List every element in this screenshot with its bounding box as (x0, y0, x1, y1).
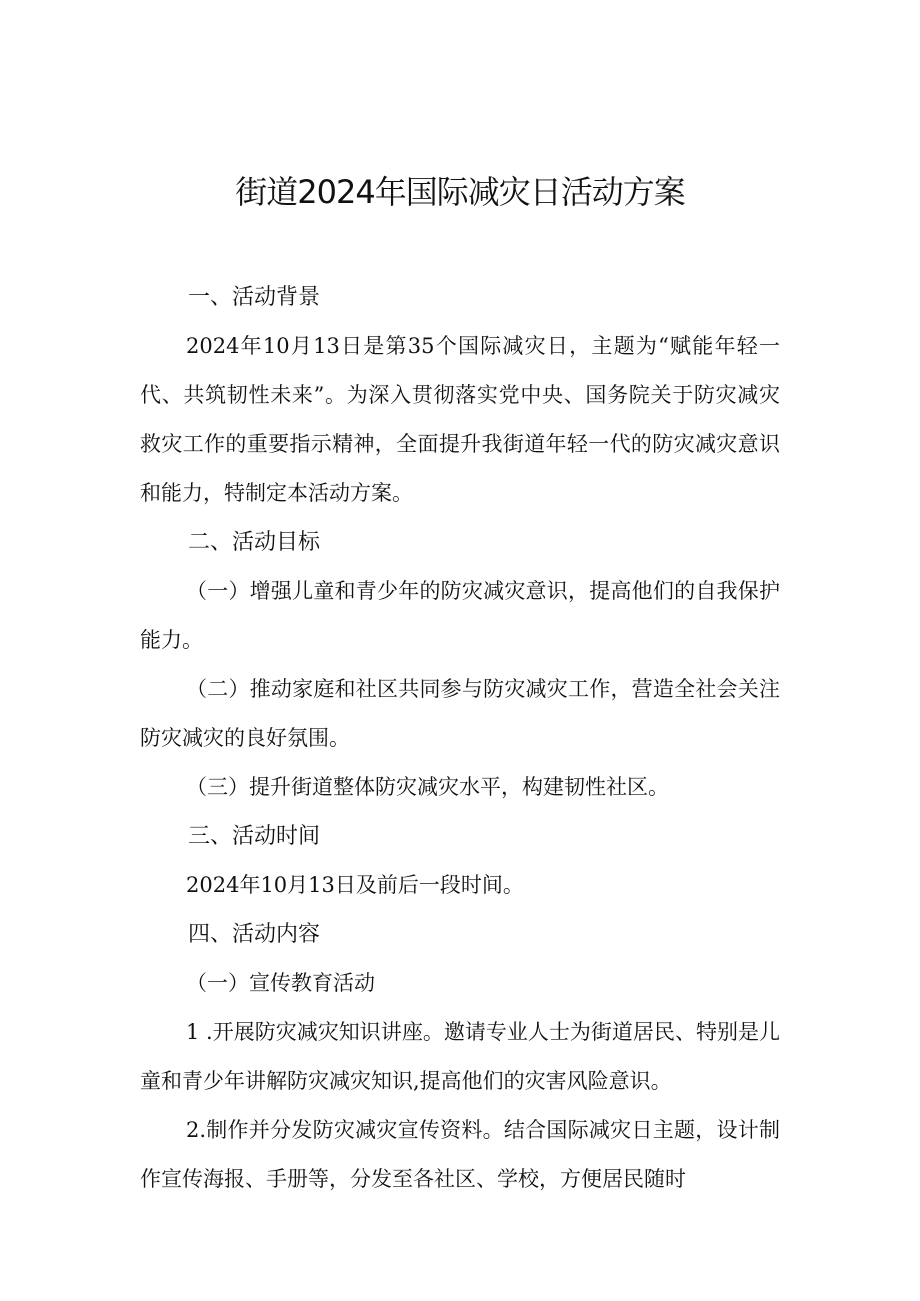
section-heading-time: 三、活动时间 (188, 824, 321, 849)
paragraph-goal-3: （三）提升街道整体防灾减灾水平，构建韧性社区。 (186, 775, 669, 799)
paragraph-content-item-1: 1 .开展防灾减灾知识讲座。邀请专业人士为街道居民、特别是儿童和青少年讲解防灾减灾知识,提高他们的灾害风险意识。 (140, 1020, 780, 1093)
section-heading-background: 一、活动背景 (188, 285, 321, 310)
document-title: 街道2024年国际减灾日活动方案 (235, 173, 685, 211)
paragraph-background: 2024年10月13日是第35个国际减灾日，主题为“赋能年轻一代、共筑韧性未来”。为深入贯彻落实党中央、国务院关于防灾减灾救灾工作的重要指示精神，全面提升我街道年轻一代的防灾减灾意识和能力，特制定本活动方案。 (140, 334, 780, 505)
section-heading-content: 四、活动内容 (188, 922, 321, 947)
paragraph-goal-1: （一）增强儿童和青少年的防灾减灾意识，提高他们的自我保护能力。 (140, 579, 780, 652)
paragraph-content-subheading: （一）宣传教育活动 (186, 971, 375, 995)
section-heading-goals: 二、活动目标 (188, 530, 321, 555)
document-body (140, 273, 780, 1204)
paragraph-content-item-2: 2.制作并分发防灾减灾宣传资料。结合国际减灾日主题，设计制作宣传海报、手册等，分发至各社区、学校，方便居民随时 (140, 1118, 780, 1191)
paragraph-time: 2024年10月13日及前后一段时间。 (186, 873, 524, 897)
paragraph-goal-2: （二）推动家庭和社区共同参与防灾减灾工作，营造全社会关注防灾减灾的良好氛围。 (140, 677, 780, 750)
